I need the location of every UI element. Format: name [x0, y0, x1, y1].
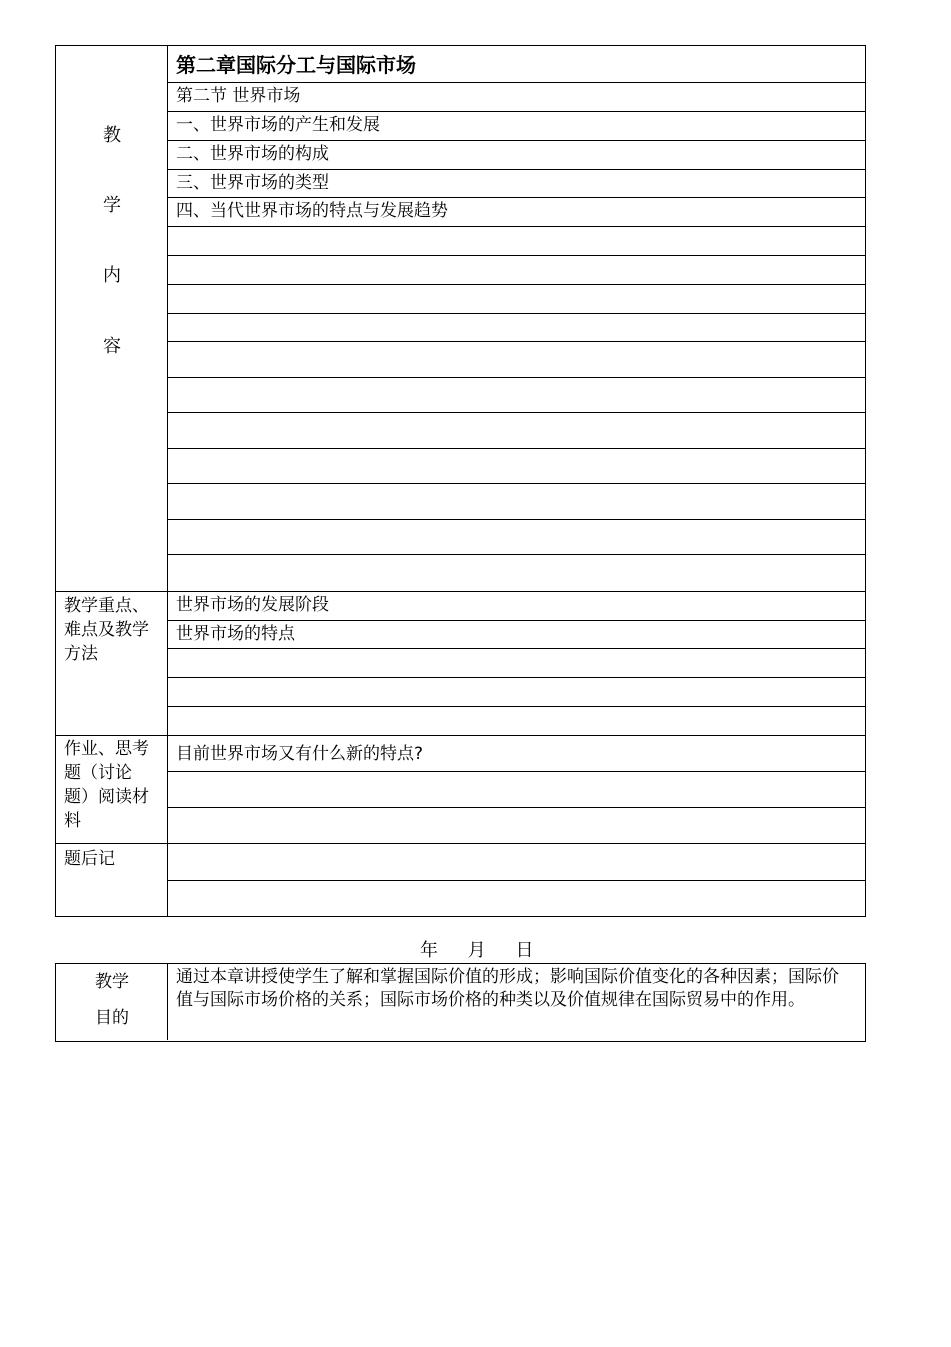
- row-line: [168, 648, 865, 649]
- year-label: 年: [420, 940, 438, 961]
- postscript-label: 题后记: [64, 849, 115, 869]
- row-line: [168, 197, 865, 198]
- row-line: [168, 82, 865, 83]
- key-points-label: 教学重点、难点及教学方法: [64, 596, 149, 664]
- row-line: [168, 140, 865, 141]
- chapter-title: 第二章国际分工与国际市场: [176, 53, 416, 77]
- postscript-label-cell: [56, 844, 168, 916]
- row-line: [168, 591, 865, 592]
- row-line: [168, 771, 865, 772]
- objective-text-cell: [168, 964, 865, 1041]
- lesson-plan-table: [55, 45, 866, 917]
- row-line: [168, 880, 865, 881]
- row-line: [168, 377, 865, 378]
- row-line: [168, 483, 865, 484]
- row-line: [168, 843, 865, 844]
- row-line: [168, 111, 865, 112]
- row-line: [168, 807, 865, 808]
- row-line: [168, 341, 865, 342]
- month-label: 月: [467, 940, 486, 961]
- key-point-row: 世界市场的特点: [176, 624, 295, 644]
- row-line: [168, 519, 865, 520]
- row-line: [168, 412, 865, 413]
- row-line: [168, 735, 865, 736]
- label-char: 学: [103, 195, 121, 216]
- objective-label-line1: 教学: [95, 972, 129, 992]
- objective-label-cell: [56, 964, 168, 1040]
- date-line: [420, 936, 533, 962]
- row-line: [168, 169, 865, 170]
- row-line: [168, 448, 865, 449]
- teaching-content-label-cell: [56, 46, 168, 591]
- homework-label-cell: [56, 736, 168, 843]
- row-line: [168, 554, 865, 555]
- row-line: [168, 677, 865, 678]
- homework-label: 作业、思考题（讨论题）阅读材料: [64, 739, 149, 831]
- row-line: [168, 706, 865, 707]
- content-row: 一、世界市场的产生和发展: [176, 115, 380, 135]
- content-row: 四、当代世界市场的特点与发展趋势: [176, 201, 448, 221]
- label-char: 容: [103, 336, 121, 357]
- row-line: [168, 284, 865, 285]
- day-label: 日: [515, 940, 534, 961]
- content-row: 三、世界市场的类型: [176, 173, 329, 193]
- key-point-row: 世界市场的发展阶段: [176, 595, 329, 615]
- row-line: [168, 313, 865, 314]
- row-line: [168, 620, 865, 621]
- key-points-label-cell: [56, 592, 168, 735]
- objective-text: 通过本章讲授使学生了解和掌握国际价值的形成；影响国际价值变化的各种因素；国际价值与国际市场价格的关系；国际市场价格的种类以及价值规律在国际贸易中的作用。: [176, 967, 839, 1010]
- objective-label-line2: 目的: [95, 1008, 129, 1028]
- row-line: [168, 226, 865, 227]
- content-row: 二、世界市场的构成: [176, 144, 329, 164]
- content-row: 第二节 世界市场: [176, 86, 301, 106]
- content-column: [168, 46, 865, 916]
- row-line: [168, 255, 865, 256]
- label-char: 内: [103, 265, 121, 286]
- objective-table: [55, 963, 866, 1042]
- homework-row: 目前世界市场又有什么新的特点?: [176, 744, 424, 764]
- label-char: 教: [103, 125, 121, 146]
